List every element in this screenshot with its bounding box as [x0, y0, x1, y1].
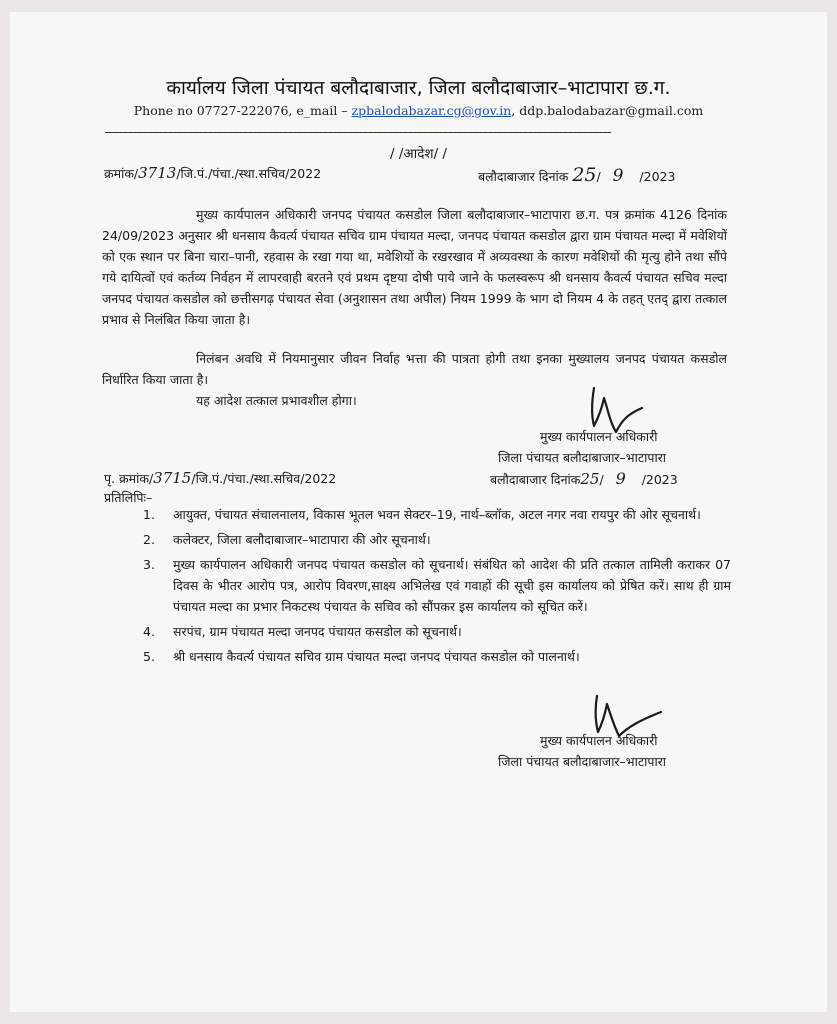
handwritten-endorsement-month: 9 [615, 469, 626, 488]
list-item: 5. श्री धनसाय कैवर्त्य पंचायत सचिव ग्राम पंचायत मल्दा जनपद पंचायत कसडोल को पालनार्थ। [143, 649, 580, 664]
copy-recipient-list [143, 504, 731, 671]
signatory-title-2: मुख्य कार्यपालन अधिकारी [540, 733, 658, 748]
header-divider: _____________________________________________________________________________________________________ [105, 119, 610, 133]
copy-to-label: प्रतिलिपिः– [104, 490, 153, 505]
handwritten-date-day: 25 [572, 164, 597, 186]
document-page [10, 12, 827, 1012]
email-primary-link[interactable]: zpbalodabazar.cg@gov.in [351, 103, 512, 118]
handwritten-endorsement-number: 3715 [153, 469, 192, 487]
office-title: कार्यालय जिला पंचायत बलौदाबाजार, जिला बलौदाबाजार–भाटापारा छ.ग. [166, 77, 671, 99]
endorsement-reference: पृ. क्रमांक/3715/जि.पं./पंचा./स्था.सचिव/2022 [104, 469, 337, 487]
list-item: 2. कलेक्टर, जिला बलौदाबाजार–भाटापारा की ओर सूचनार्थ। [143, 532, 431, 547]
order-heading: / /आदेश/ / [390, 146, 447, 162]
signatory-office-2: जिला पंचायत बलौदाबाजार–भाटापारा [498, 754, 667, 769]
signatory-title-1: मुख्य कार्यपालन अधिकारी [540, 429, 658, 444]
handwritten-ref-number: 3713 [138, 164, 177, 182]
order-paragraph-2: निलंबन अवधि में नियमानुसार जीवन निर्वाह भत्ता की पात्रता होगी तथा इनका मुख्यालय जनपद पंचायत कसडोल निर्धारित किया जाता है। [102, 351, 727, 387]
list-item: 3. मुख्य कार्यपालन अधिकारी जनपद पंचायत कसडोल को सूचनार्थ। संबंधित को आदेश की प्रति तत्काल तामिली कराकर 07 दिवस के भीतर आरोप पत्र, आरोप विवरण,साक्ष्य अभिलेख एवं गवाहों की सूची इस कार्यालय को प्रेषित करें। साथ ही ग्राम पंचायत मल्दा का प्रभार निकटस्थ पंचायत के सचिव को सौंपकर इस कार्यालय को सूचित करें। [143, 557, 731, 614]
contact-line [10, 103, 827, 118]
email-secondary: , ddp.balodabazar@gmail.com [511, 103, 704, 118]
handwritten-endorsement-day: 25 [580, 470, 600, 488]
list-item: 1. आयुक्त, पंचायत संचालनालय, विकास भूतल भवन सेक्टर–19, नार्थ–ब्लॉक, अटल नगर नवा रायपुर की ओर सूचनार्थ। [143, 507, 701, 522]
endorsement-date: बलौदाबाजार दिनांक25/ 9 /2023 [490, 469, 678, 488]
list-item: 4. सरपंच, ग्राम पंचायत मल्दा जनपद पंचायत कसडोल को सूचनार्थ। [143, 624, 462, 639]
order-paragraph-1: मुख्य कार्यपालन अधिकारी जनपद पंचायत कसडोल जिला बलौदाबाजार–भाटापारा छ.ग. पत्र क्रमांक 4126 दिनांक 24/09/2023 अनुसार श्री धनसाय कैवर्त्य पंचायत सचिव ग्राम पंचायत मल्दा, जनपद पंचायत कसडोल द्वारा ग्राम पंचायत मल्दा में मवेशियों को एक स्थान पर बिना चारा–पानी, रहवास के रखा गया था, मवेशियों के रखरखाव में अव्यवस्था के कारण मवेशियों की मृत्यु होने तथा सौंपे गये दायित्वों एवं कर्तव्य निर्वहन में लापरवाही बरतने एवं प्रथम दृष्टया दोषी पाये जाने के फलस्वरूप श्री धनसाय कैवर्त्य पंचायत सचिव मल्दा जनपद पंचायत कसडोल को छत्तीसगढ़ पंचायत सेवा (अनुशासन तथा अपील) नियम 1999 के भाग दो नियम 4 के तहत् एतद् द्वारा तत्काल प्रभाव से निलंबित किया जाता है। [102, 207, 727, 327]
order-reference: क्रमांक/3713/जि.पं./पंचा./स्था.सचिव/2022 [104, 164, 322, 182]
contact-phone: Phone no 07727-222076, e_mail – [133, 103, 352, 118]
handwritten-date-month: 9 [612, 166, 624, 186]
order-date: बलौदाबाजार दिनांक 25/ 9 /2023 [478, 164, 676, 186]
signatory-office-1: जिला पंचायत बलौदाबाजार–भाटापारा [498, 450, 667, 465]
order-paragraph-3: यह आदेश तत्काल प्रभावशील होगा। [196, 393, 357, 408]
